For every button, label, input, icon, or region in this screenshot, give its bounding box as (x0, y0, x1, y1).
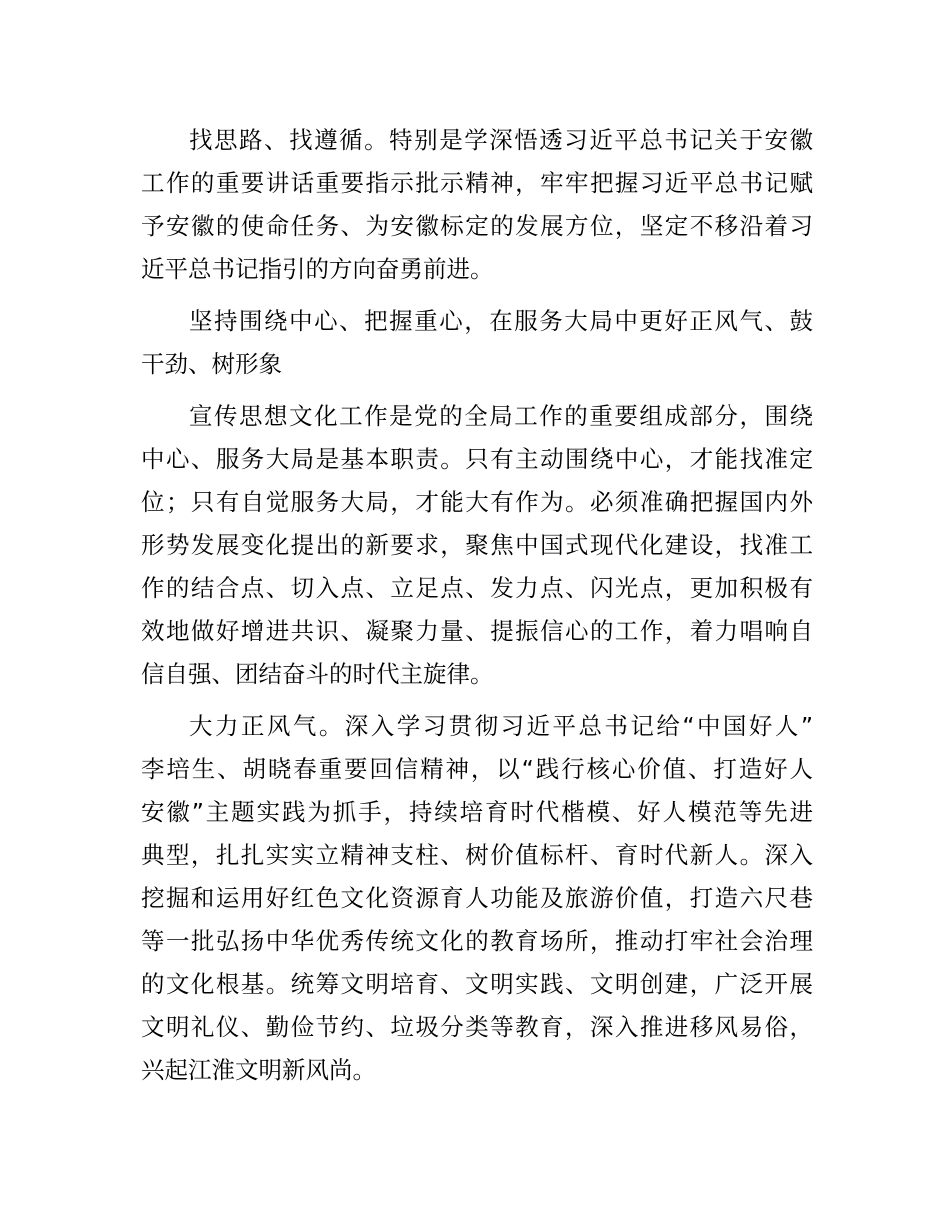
paragraph-3 (141, 395, 813, 696)
text-line: 干劲、树形象 (141, 350, 282, 378)
text-line: 兴起江淮文明新风尚。 (141, 1056, 376, 1084)
text-line: 典型，扎扎实实立精神支柱、树价值标杆、育时代新人。深入 (141, 841, 813, 869)
text-line: 李培生、胡晓春重要回信精神，以“践行核心价值、打造好人 (141, 755, 813, 783)
text-line: 工作的重要讲话重要指示批示精神，牢牢把握习近平总书记赋 (141, 169, 813, 197)
text-line: 效地做好增进共识、凝聚力量、提振信心的工作，着力唱响自 (141, 617, 813, 645)
text-line: 的文化根基。统筹文明培育、文明实践、文明创建，广泛开展 (141, 970, 813, 998)
text-line: 宣传思想文化工作是党的全局工作的重要组成部分，围绕 (189, 402, 813, 430)
text-line: 安徽”主题实践为抓手，持续培育时代楷模、好人模范等先进 (141, 798, 813, 826)
text-line: 大力正风气。深入学习贯彻习近平总书记给“中国好人” (189, 712, 813, 740)
text-line: 近平总书记指引的方向奋勇前进。 (141, 255, 494, 283)
section-heading (141, 300, 813, 386)
text-line: 坚持围绕中心、把握重心，在服务大局中更好正风气、鼓 (189, 307, 813, 335)
text-line: 中心、服务大局是基本职责。只有主动围绕中心，才能找准定 (141, 445, 813, 473)
text-line: 文明礼仪、勤俭节约、垃圾分类等教育，深入推进移风易俗， (141, 1013, 813, 1041)
text-line: 形势发展变化提出的新要求，聚焦中国式现代化建设，找准工 (141, 531, 813, 559)
text-line: 予安徽的使命任务、为安徽标定的发展方位，坚定不移沿着习 (141, 212, 813, 240)
text-line: 找思路、找遵循。特别是学深悟透习近平总书记关于安徽 (189, 126, 813, 154)
text-line: 信自强、团结奋斗的时代主旋律。 (141, 660, 494, 688)
paragraph-1 (141, 119, 813, 291)
text-line: 等一批弘扬中华优秀传统文化的教育场所，推动打牢社会治理 (141, 927, 813, 955)
text-line: 作的结合点、切入点、立足点、发力点、闪光点，更加积极有 (141, 574, 813, 602)
text-line: 挖掘和运用好红色文化资源育人功能及旅游价值，打造六尺巷 (141, 884, 813, 912)
text-line: 位；只有自觉服务大局，才能大有作为。必须准确把握国内外 (141, 488, 813, 516)
document-page (141, 119, 813, 1101)
paragraph-4 (141, 705, 813, 1092)
